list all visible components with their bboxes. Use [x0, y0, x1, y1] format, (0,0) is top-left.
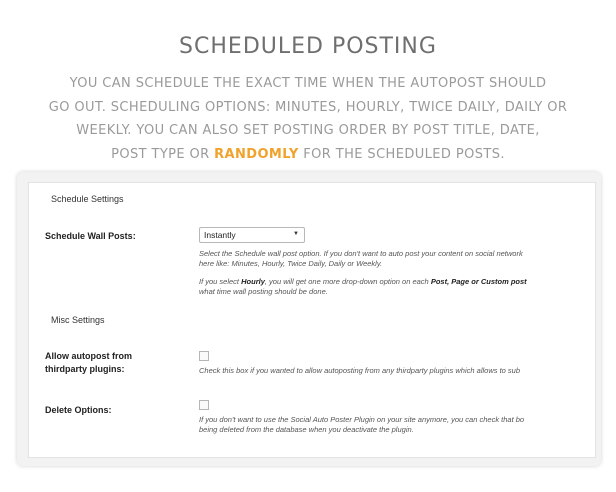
delete-options-description-a: If you don't want to use the Social Auto Poster Plugin on your site anymore, you can check that bo	[199, 415, 525, 424]
schedule-select[interactable]	[199, 227, 305, 243]
schedule-settings-title: Schedule Settings	[51, 194, 124, 204]
intro-highlight: RANDOMLY	[214, 146, 299, 162]
allow-autopost-label	[45, 350, 132, 376]
allow-autopost-description: Check this box if you wanted to allow autoposting from any thirdparty plugins which allows to sub	[199, 366, 521, 375]
schedule-select-value: Instantly	[204, 230, 236, 240]
intro-text	[24, 72, 592, 166]
intro-line-1: YOU CAN SCHEDULE THE EXACT TIME WHEN THE AUTOPOST SHOULD	[69, 76, 547, 91]
schedule-description-1a: Select the Schedule wall post option. If you don't want to auto post your content on social network	[199, 249, 523, 258]
intro-suffix: FOR THE SCHEDULED POSTS.	[298, 146, 505, 162]
page-title: SCHEDULED POSTING	[179, 34, 437, 59]
allow-autopost-checkbox[interactable]	[199, 351, 209, 361]
delete-options-description-b: being deleted from the database when you deactivate the plugin.	[199, 425, 414, 434]
schedule-description-1b: here like: Minutes, Hourly, Twice Daily, Daily or Weekly.	[199, 259, 383, 268]
intro-prefix: POST TYPE OR	[111, 146, 215, 162]
desc2-types: Post, Page or Custom post	[430, 277, 527, 286]
desc2-hourly: Hourly	[241, 277, 265, 286]
chevron-down-icon: ▼	[293, 231, 299, 237]
intro-line-3: WEEKLY. YOU CAN ALSO SET POSTING ORDER BY POST TITLE, DATE,	[76, 123, 540, 138]
desc2-prefix: If you select	[199, 277, 242, 286]
allow-autopost-label-line2: thirdparty plugins:	[45, 364, 125, 374]
delete-options-label: Delete Options:	[45, 405, 112, 415]
misc-settings-title: Misc Settings	[51, 315, 105, 325]
schedule-wall-posts-label: Schedule Wall Posts:	[45, 231, 136, 241]
delete-options-checkbox[interactable]	[199, 400, 209, 410]
intro-line-2: GO OUT. SCHEDULING OPTIONS: MINUTES, HOURLY, TWICE DAILY, DAILY OR	[48, 99, 568, 115]
schedule-description-1	[199, 249, 523, 269]
delete-options-description	[199, 415, 524, 435]
schedule-description-2b: what time wall posting should be done.	[199, 287, 328, 296]
schedule-description-2a	[199, 277, 527, 287]
allow-autopost-label-line1: Allow autopost from	[45, 351, 132, 361]
settings-panel	[28, 182, 596, 458]
schedule-description-2	[199, 277, 527, 297]
intro-line-4	[24, 143, 592, 167]
desc2-mid: , you will get one more drop-down option on each	[264, 277, 431, 286]
